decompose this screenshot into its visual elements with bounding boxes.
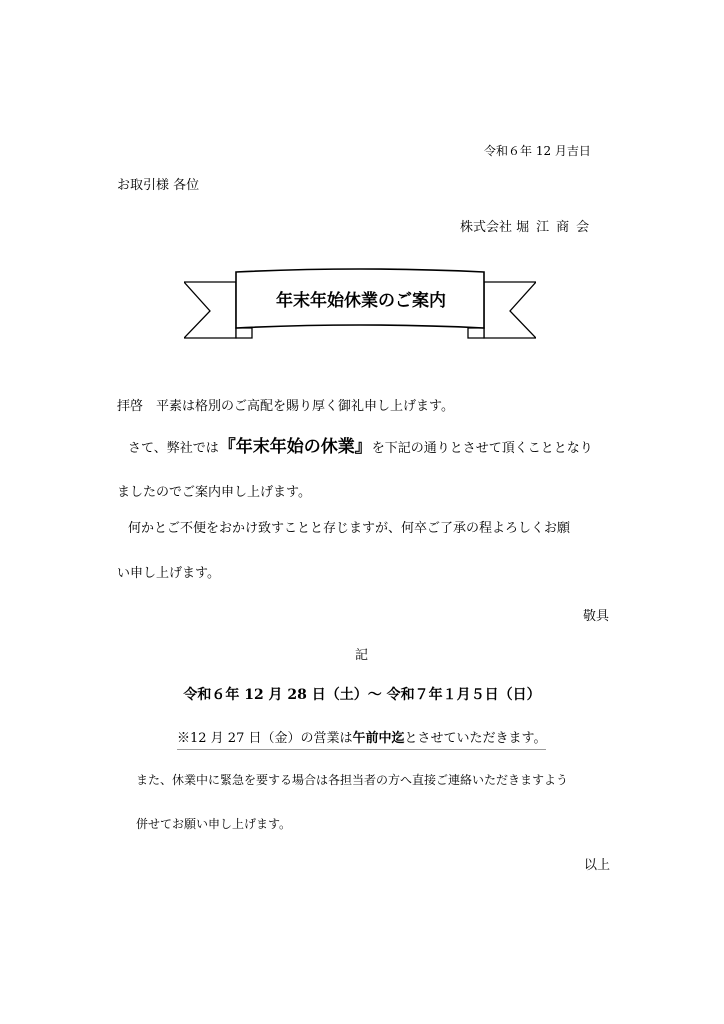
company-name [460, 216, 596, 235]
recipient-line: お取引様 各位 [117, 178, 200, 193]
paragraph-3-line-1: 何かとご不便をおかけ致すことと存じますが、何卒ご了承の程よろしくお願 [128, 521, 571, 536]
note-post: とさせていただきます。 [404, 731, 547, 746]
ribbon-left-fold [236, 328, 252, 338]
company-name-text: 堀江商会 [516, 220, 597, 235]
banner-title: 年末年始休業のご案内 [276, 291, 446, 311]
paragraph-2-post: を下記の通りとさせて頂くこととなり [371, 441, 593, 456]
closing-ijo: 以上 [584, 858, 611, 873]
business-hours-note [177, 727, 546, 750]
ribbon-left-tail [184, 282, 236, 338]
paragraph-2-line-1 [128, 432, 593, 457]
request-line-2: 併せてお願い申し上げます。 [136, 817, 292, 831]
note-pre: ※12 月 27 日（金）の営業は [177, 731, 353, 746]
paragraph-3-line-2: い申し上げます。 [117, 566, 220, 581]
greeting-line: 拝啓 平素は格別のご高配を賜り厚く御礼申し上げます。 [117, 399, 454, 414]
holiday-period: 令和６年 12 月 28 日（土）～ 令和７年１月５日（日） [183, 687, 541, 703]
ribbon-right-tail [484, 282, 536, 338]
request-line-1: また、休業中に緊急を要する場合は各担当者の方へ直接ご連絡いただきますよう [136, 773, 569, 787]
ribbon-right-fold [468, 328, 484, 338]
company-prefix: 株式会社 [460, 220, 517, 235]
closing-keigu: 敬具 [583, 609, 610, 624]
paragraph-2-line-2: ましたのでご案内申し上げます。 [117, 485, 311, 500]
ki-heading: 記 [355, 648, 369, 663]
note-bold: 午前中迄 [352, 731, 405, 746]
holiday-emphasis: 『年末年始の休業』 [218, 437, 372, 457]
issue-date: 令和６年 12 月吉日 [484, 144, 591, 158]
paragraph-2-pre: さて、弊社では [128, 441, 219, 456]
